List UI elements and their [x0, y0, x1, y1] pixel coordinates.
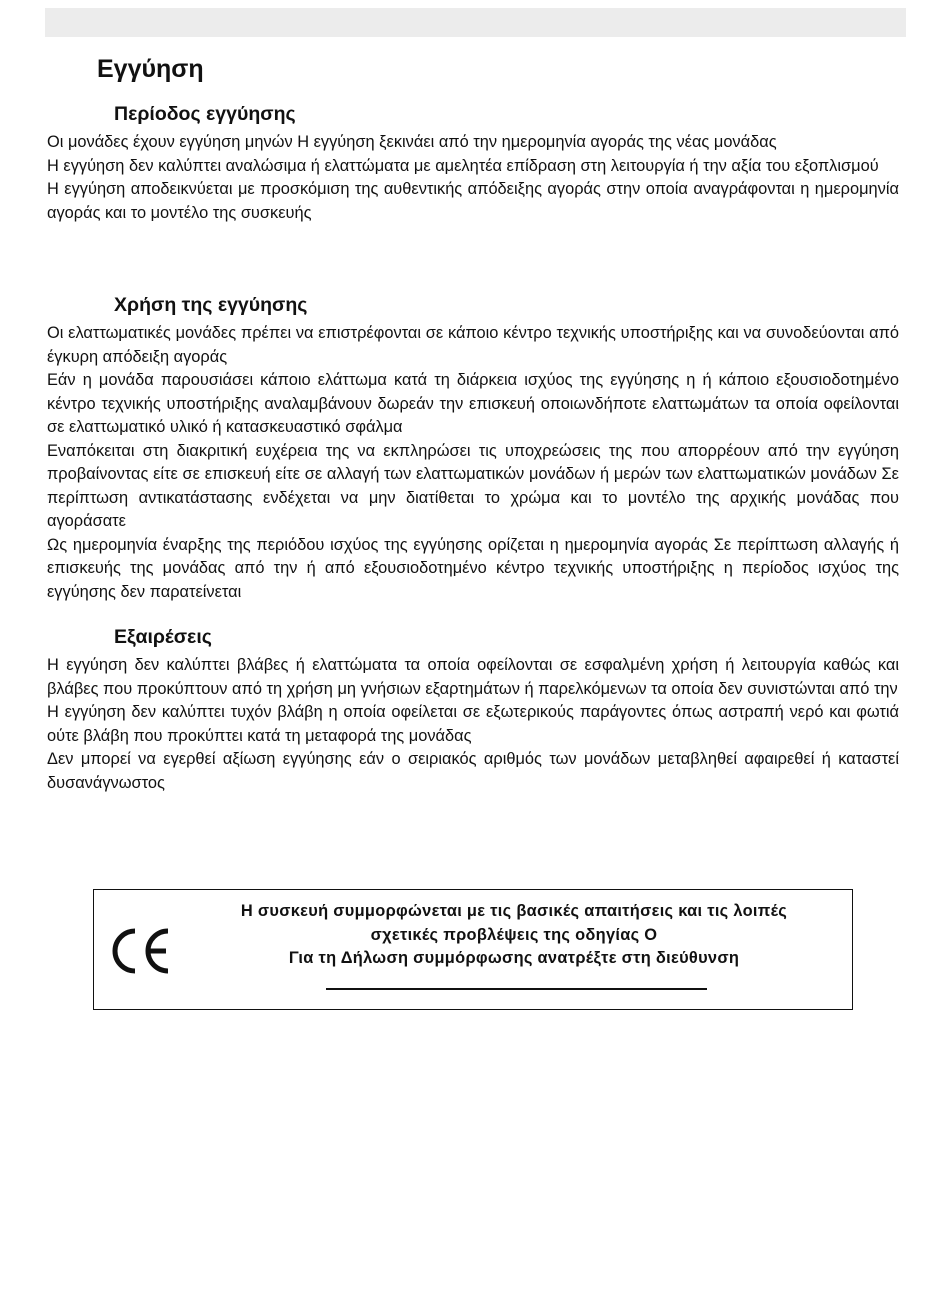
- section-heading-exclusions: Εξαιρέσεις: [114, 626, 212, 648]
- section-body-warranty-use: [47, 322, 899, 604]
- section-heading-warranty-use: Χρήση της εγγύησης: [114, 294, 308, 316]
- ce-text-line: σχετικές προβλέψεις της οδηγίας Ο: [370, 925, 658, 944]
- paragraph: Οι ελαττωματικές μονάδες πρέπει να επιστρέφονται σε κάποιο κέντρο τεχνικής υποστήριξης και να συνοδεύονται από έγκυρη απόδειξη αγοράς: [47, 324, 899, 366]
- paragraph: Ως ημερομηνία έναρξης της περιόδου ισχύος της εγγύησης ορίζεται η ημερομηνία αγοράς Σε περίπτωση αλλαγής ή επισκευής της μονάδας από την ή από εξουσιοδοτημένο κέντρο τεχνικής υποστήριξης η περίοδος ισχύος της εγγύησης δεν παρατείνεται: [47, 535, 899, 601]
- ce-compliance-text: [194, 900, 834, 971]
- header-bar: [45, 8, 906, 37]
- paragraph: Εναπόκειται στη διακριτική ευχέρεια της να εκπληρώσει τις υποχρεώσεις της που απορρέουν από την εγγύηση προβαίνοντας είτε σε επισκευή είτε σε αλλαγή των ελαττωματικών μονάδων ή μερών των ελαττωματικών μονάδων Σε περίπτωση αντικατάστασης ενδέχεται να μην διατίθεται το χρώμα και το μοντέλο της αρχικής μονάδας που αγοράσατε: [47, 441, 899, 530]
- paragraph: Η εγγύηση δεν καλύπτει αναλώσιμα ή ελαττώματα με αμελητέα επίδραση στη λειτουργία ή την αξία του εξοπλισμού: [47, 156, 879, 175]
- section-heading-warranty-period: Περίοδος εγγύησης: [114, 103, 296, 125]
- section-body-warranty-period: [47, 131, 899, 225]
- paragraph: Δεν μπορεί να εγερθεί αξίωση εγγύησης εάν ο σειριακός αριθμός των μονάδων μεταβληθεί αφαιρεθεί ή καταστεί δυσανάγνωστος: [47, 750, 899, 792]
- paragraph: Εάν η μονάδα παρουσιάσει κάποιο ελάττωμα κατά τη διάρκεια ισχύος της εγγύησης η ή κάποιο εξουσιοδοτημένο κέντρο τεχνικής υποστήριξης αναλαμβάνουν δωρεάν την επισκευή οποιωνδήποτε ελαττωμάτων τα οποία οφείλονται σε ελαττωματικό υλικό ή κατασκευαστικό σφάλμα: [47, 371, 899, 436]
- paragraph: Η εγγύηση αποδεικνύεται με προσκόμιση της αυθεντικής απόδειξης αγοράς στην οποία αναγράφονται η ημερομηνία αγοράς και το μοντέλο της συσκευής: [47, 180, 899, 222]
- ce-mark-icon: [112, 928, 172, 974]
- paragraph: Η εγγύηση δεν καλύπτει βλάβες ή ελαττώματα τα οποία οφείλονται σε εσφαλμένη χρήση ή λειτουργία καθώς και βλάβες που προκύπτουν από τη χρήση μη γνήσιων εξαρτημάτων ή παρελκόμενων τα οποία δεν συνιστώνται από την: [47, 656, 899, 698]
- ce-compliance-box: [93, 889, 853, 1010]
- ce-text-line: Για τη Δήλωση συμμόρφωσης ανατρέξτε στη διεύθυνση: [288, 949, 740, 967]
- section-body-exclusions: [47, 654, 899, 795]
- paragraph: Η εγγύηση δεν καλύπτει τυχόν βλάβη η οποία οφείλεται σε εξωτερικούς παράγοντες όπως αστραπή νερό και φωτιά ούτε βλάβη που προκύπτει κατά τη μεταφορά της μονάδας: [47, 703, 899, 745]
- page-title: Εγγύηση: [97, 55, 204, 83]
- paragraph: Οι μονάδες έχουν εγγύηση μηνών Η εγγύηση ξεκινάει από την ημερομηνία αγοράς της νέας μονάδας: [47, 133, 777, 151]
- ce-text-line: Η συσκευή συμμορφώνεται με τις βασικές απαιτήσεις και τις λοιπές: [240, 902, 788, 920]
- address-underline: [326, 988, 707, 990]
